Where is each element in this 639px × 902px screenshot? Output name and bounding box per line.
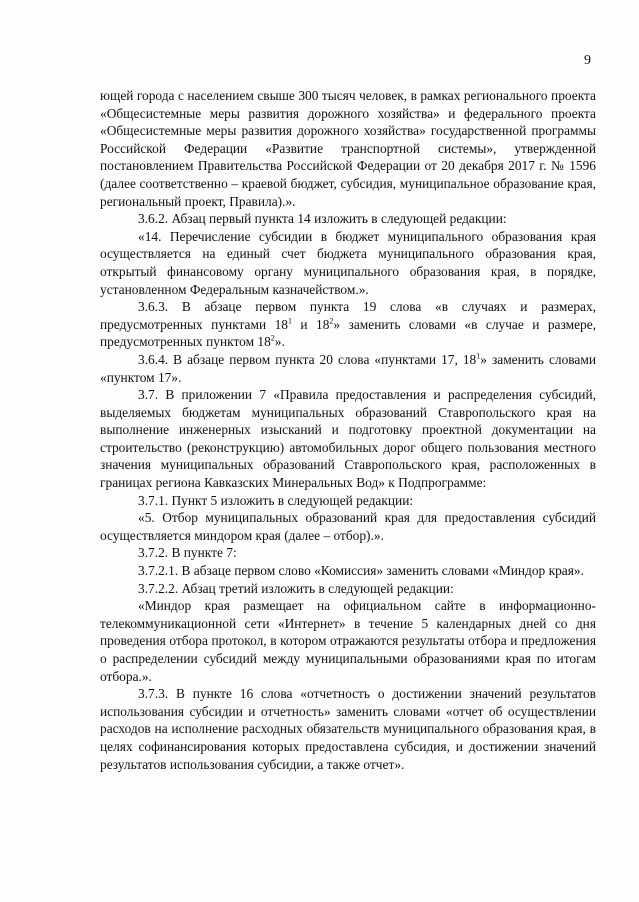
superscript: 1 [287, 316, 292, 326]
text-run: » заменить словами «пунктом 17». [100, 351, 596, 385]
page-number: 9 [584, 53, 591, 68]
paragraph-p10: 3.7.2.1. В абзаце первом слово «Комиссия» заменить словами «Миндор края». [138, 563, 584, 579]
superscript: 2 [270, 333, 275, 343]
paragraph-p12: «Миндор края размещает на официальном сайте в информационно-телекоммуникационной сети «Интернет» в течение 5 календарных дней со дня проведения отбора протокол, в котором отражаются результаты отбора и предложения о распределении субсидий между муниципальными образованиями края по итогам отбора.». [100, 598, 596, 684]
paragraph-p9: 3.7.2. В пункте 7: [138, 545, 237, 561]
paragraph-p7: 3.7.1. Пункт 5 изложить в следующей редакции: [138, 492, 414, 508]
superscript: 1 [476, 351, 481, 361]
paragraph-p1: ющей города с населением свыше 300 тысяч человек, в рамках регионального проекта «Общесистемные меры развития дорожного хозяйства» и федерального проекта «Общесистемные меры развития дорожного хозяйства» государственной программы Российской Федерации «Развитие транспортной системы», утвержденной постановлением Правительства Российской Федерации от 20 декабря 2017 г. № 1596 (далее соответственно – краевой бюджет, субсидия, муниципальное образование края, региональный проект, Правила).». [100, 88, 596, 209]
paragraph-p4 [100, 298, 596, 351]
document-body [100, 87, 596, 773]
text-run: и 18 [291, 316, 330, 332]
text-run: ». [274, 334, 285, 350]
paragraph-p2: 3.6.2. Абзац первый пункта 14 изложить в следующей редакции: [138, 211, 507, 227]
text-run: 3.6.4. В абзаце первом пункта 20 слова «пунктами 17, 18 [138, 351, 477, 367]
text-run: 3.6.3. В абзаце первом пункта 19 слова «в случаях и размерах, предусмотренных пунктами 18 [100, 299, 596, 332]
superscript: 2 [329, 316, 334, 326]
paragraph-p3: «14. Перечисление субсидии в бюджет муниципального образования края осуществляется на единый счет бюджета муниципального образования края, открытый финансовому органу муниципального образования края, в порядке, установленном Федеральным казначейством.». [100, 228, 596, 297]
paragraph-p11: 3.7.2.2. Абзац третий изложить в следующей редакции: [138, 580, 454, 596]
text-run: » заменить словами «в случае и размере, предусмотренных пунктом 18 [100, 316, 596, 350]
paragraph-p13: 3.7.3. В пункте 16 слова «отчетность о достижении значений результатов использования субсидии и отчетность» заменить словами «отчет об осуществлении расходов на исполнение расходных обязательств муниципального образования края, в целях софинансирования которых предоставлена субсидия, и достижении значений результатов использования субсидии, а также отчет». [100, 686, 596, 772]
paragraph-p6: 3.7. В приложении 7 «Правила предоставления и распределения субсидий, выделяемых бюджетам муниципальных образований Ставропольского края на выполнение инженерных изысканий и подготовку проектной документации на строительство (реконструкцию) автомобильных дорог общего пользования местного значения муниципальных образований Ставропольского края, расположенных в границах региона Кавказских Минеральных Вод» к Подпрограмме: [100, 387, 596, 491]
paragraph-p5 [100, 351, 596, 386]
paragraph-p8: «5. Отбор муниципальных образований края для предоставления субсидий осуществляется миндором края (далее – отбор).». [100, 510, 596, 543]
